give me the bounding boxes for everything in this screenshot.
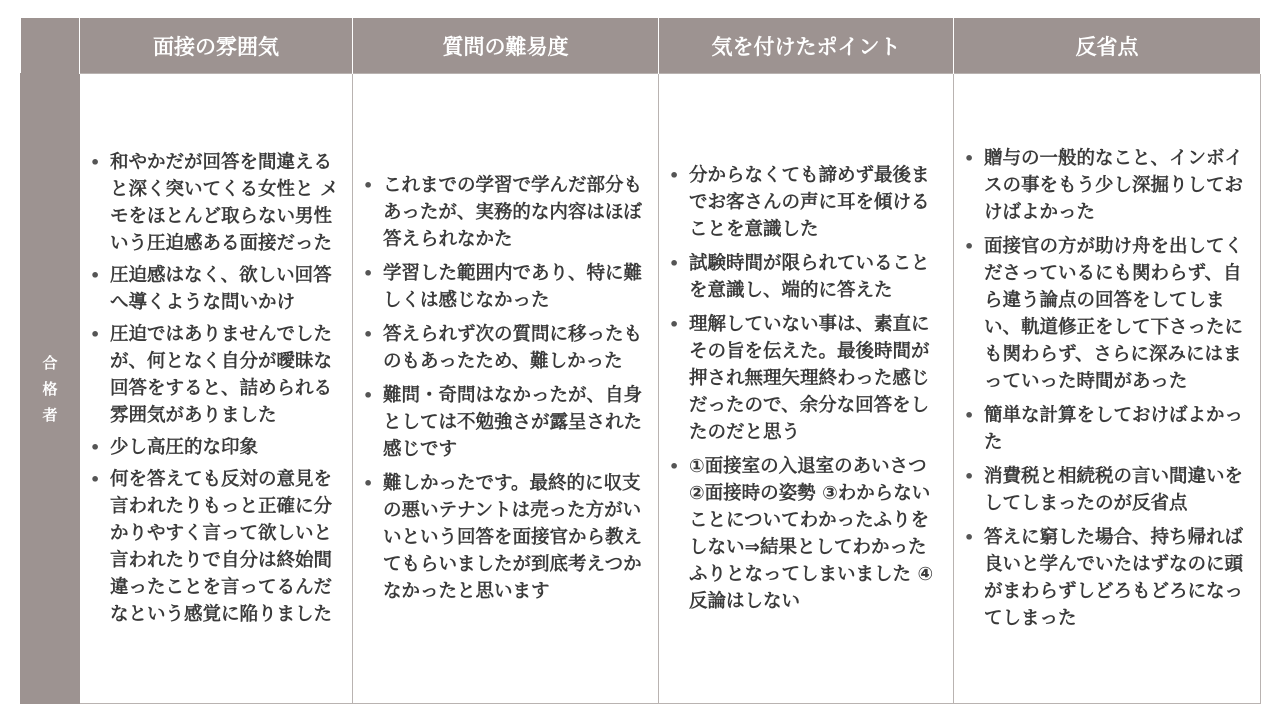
bullet-item [361, 260, 648, 314]
bullet-text: 圧迫感はなく、欲しい回答へ導くような問いかけ [110, 265, 332, 313]
header-atmosphere: 面接の雰囲気 [80, 18, 353, 74]
bullet-text: 難問・奇問はなかったが、自身としては不勉強さが露呈された感じです [383, 385, 643, 460]
interview-table [20, 18, 1261, 704]
header-points: 気を付けたポイント [659, 18, 954, 74]
bullet-text: 答えに窮した場合、持ち帰れば良いと学んでいたはずなのに頭がまわらずしどろもどろになってしまった [984, 527, 1244, 629]
bullet-icon: • [90, 266, 101, 285]
bullet-icon: • [363, 325, 374, 344]
bullet-item [88, 466, 342, 628]
bullet-item [361, 321, 648, 375]
bullet-item [962, 463, 1250, 517]
bullet-icon: • [363, 176, 374, 195]
bullet-text: 圧迫ではありませんでしたが、何となく自分が曖昧な回答をすると、詰められる雰囲気がありました [110, 324, 333, 426]
cell-difficulty [353, 74, 659, 704]
bullet-icon: • [964, 467, 975, 486]
bullet-text: ①面接室の入退室のあいさつ ②面接時の姿勢 ③わからないことについてわかったふりをしない⇒結果としてわかったふりとなってしまいました ④反論はしない [689, 456, 934, 612]
header-row [21, 18, 1261, 74]
bullet-item [962, 524, 1250, 632]
bullet-icon: • [964, 149, 975, 168]
bullet-list [80, 149, 352, 628]
bullet-icon: • [90, 325, 101, 344]
bullet-text: 少し高圧的な印象 [110, 437, 259, 458]
bullet-item [962, 233, 1250, 395]
bullet-text: これまでの学習で学んだ部分もあったが、実務的な内容はほぼ答えられなかた [383, 175, 643, 250]
bullet-icon: • [363, 386, 374, 405]
corner-cell [21, 18, 80, 74]
bullet-item [667, 311, 943, 446]
bullet-text: 贈与の一般的なこと、インボイスの事をもう少し深掘りしておけばよかった [984, 148, 1244, 223]
bullet-item [88, 321, 342, 429]
cell-atmosphere [80, 74, 353, 704]
bullet-item [361, 382, 648, 463]
bullet-icon: • [90, 438, 101, 457]
bullet-text: 試験時間が限られていることを意識し、端的に答えた [689, 253, 930, 301]
row-label-cell [21, 74, 80, 704]
bullet-icon: • [669, 254, 680, 273]
bullet-item [962, 145, 1250, 226]
header-reflection: 反省点 [954, 18, 1261, 74]
bullet-icon: • [363, 264, 374, 283]
bullet-item [88, 149, 342, 257]
bullet-icon: • [964, 237, 975, 256]
bullet-text: 難しかったです。最終的に収支の悪いテナントは売った方がいいという回答を面接官から教えてもらいましたが到底考えつかなかったと思います [383, 473, 643, 602]
bullet-item [361, 172, 648, 253]
bullet-icon: • [964, 528, 975, 547]
bullet-text: 何を答えても反対の意見を言われたりもっと正確に分かりやすく言って欲しいと言われたりで自分は終始間違ったことを言ってるんだなという感覚に陥りました [110, 469, 333, 625]
bullet-text: 答えられず次の質問に移ったものもあったため、難しかった [383, 324, 643, 372]
passer-row [21, 74, 1261, 704]
bullet-item [88, 262, 342, 316]
bullet-icon: • [964, 406, 975, 425]
cell-points [659, 74, 954, 704]
bullet-text: 面接官の方が助け舟を出してくださっているにも関わらず、自ら違う論点の回答をしてしまい、軌道修正をして下さったにも関わらず、さらに深みにはまっていった時間があった [984, 236, 1244, 392]
bullet-text: 学習した範囲内であり、特に難しくは感じなかった [383, 263, 643, 311]
bullet-text: 理解していない事は、素直にその旨を伝えた。最後時間が押され無理矢理終わった感じだったので、余分な回答をしたのだと思う [689, 314, 930, 443]
header-difficulty: 質問の難易度 [353, 18, 659, 74]
bullet-text: 分からなくても諦めず最後までお客さんの声に耳を傾けることを意識した [689, 165, 930, 240]
bullet-list [954, 145, 1260, 632]
bullet-item [361, 470, 648, 605]
bullet-text: 簡単な計算をしておけばよかった [984, 405, 1244, 453]
bullet-text: 消費税と相続税の言い間違いをしてしまったのが反省点 [984, 466, 1244, 514]
bullet-icon: • [669, 315, 680, 334]
bullet-item [667, 453, 943, 615]
bullet-item [962, 402, 1250, 456]
bullet-icon: • [669, 457, 680, 476]
cell-reflection [954, 74, 1261, 704]
bullet-list [353, 172, 658, 605]
bullet-item [667, 162, 943, 243]
bullet-icon: • [90, 153, 101, 172]
bullet-item [88, 434, 342, 461]
bullet-text: 和やかだが回答を間違えると深く突いてくる女性と メモをほとんど取らない男性いう圧迫感ある面接だった [110, 152, 339, 254]
bullet-icon: • [669, 166, 680, 185]
bullet-item [667, 250, 943, 304]
bullet-icon: • [90, 470, 101, 489]
bullet-icon: • [363, 474, 374, 493]
row-label: 合格者 [42, 353, 58, 424]
bullet-list [659, 162, 953, 615]
